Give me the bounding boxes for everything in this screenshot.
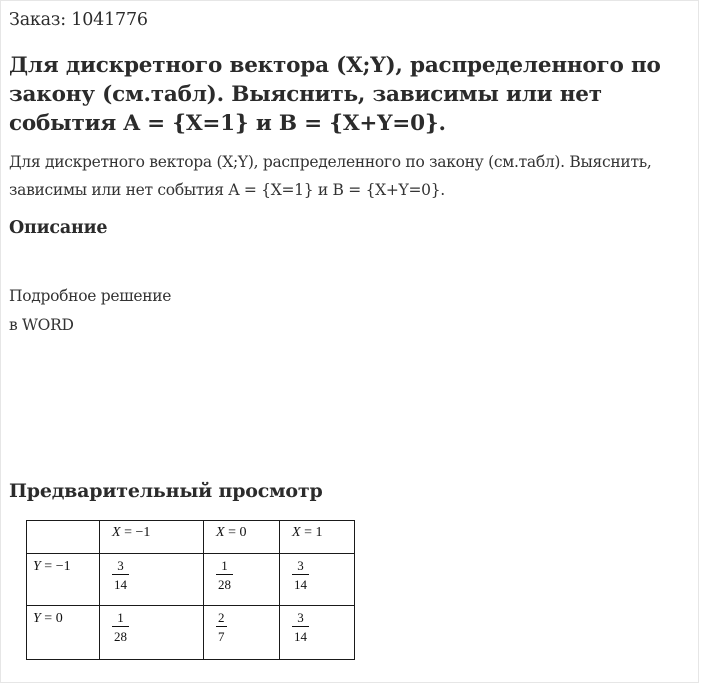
fraction [112,558,129,592]
description-body [9,282,171,340]
fraction-numerator: 3 [117,558,124,573]
fraction [292,610,309,644]
table-cell [204,606,280,660]
table-cell [280,554,355,606]
table-corner-cell [27,521,100,554]
row-header-cell [27,606,100,660]
fraction [292,558,309,592]
description-line: в WORD [9,316,74,334]
row-header-var: Y [33,611,41,626]
fraction-numerator: 3 [297,610,304,625]
fraction-denominator: 14 [294,577,307,592]
description-heading: Описание [9,218,108,238]
col-header-var: X [292,525,301,540]
fraction-denominator: 28 [114,629,127,644]
fraction [112,610,129,644]
table-cell [204,554,280,606]
fraction-numerator: 2 [218,610,225,625]
preview-heading: Предварительный просмотр [9,480,323,502]
col-header-var: X [112,525,121,540]
col-header-value: = −1 [120,525,151,540]
distribution-table [26,520,355,660]
table-header-row [27,521,355,554]
fraction-denominator: 14 [114,577,127,592]
row-header-var: Y [33,559,41,574]
fraction-denominator: 14 [294,629,307,644]
table-cell [280,606,355,660]
fraction-numerator: 1 [221,558,228,573]
table-cell [100,554,204,606]
col-header-value: = 0 [224,525,247,540]
fraction-numerator: 3 [297,558,304,573]
col-header-cell [204,521,280,554]
col-header-cell [100,521,204,554]
row-header-value: = 0 [40,611,63,626]
order-number: Заказ: 1041776 [9,10,148,30]
fraction-numerator: 1 [117,610,124,625]
fraction-denominator: 7 [218,629,225,644]
col-header-cell [280,521,355,554]
fraction [216,610,227,644]
row-header-cell [27,554,100,606]
table-cell [100,606,204,660]
fraction-denominator: 28 [218,577,231,592]
task-text: Для дискретного вектора (X;Y), распределенного по закону (см.табл). Выяснить, зависимы или нет события A = {X=1} и B = {X+Y=0}. [9,153,652,199]
table-row [27,606,355,660]
page-title: Для дискретного вектора (X;Y), распределенного по закону (см.табл). Выяснить, зависимы или нет события A = {X=1} и B = {X+Y=0}. [9,53,661,136]
col-header-value: = 1 [300,525,323,540]
row-header-value: = −1 [40,559,71,574]
col-header-var: X [216,525,225,540]
table-row [27,554,355,606]
description-line: Подробное решение [9,287,172,305]
fraction [216,558,233,592]
